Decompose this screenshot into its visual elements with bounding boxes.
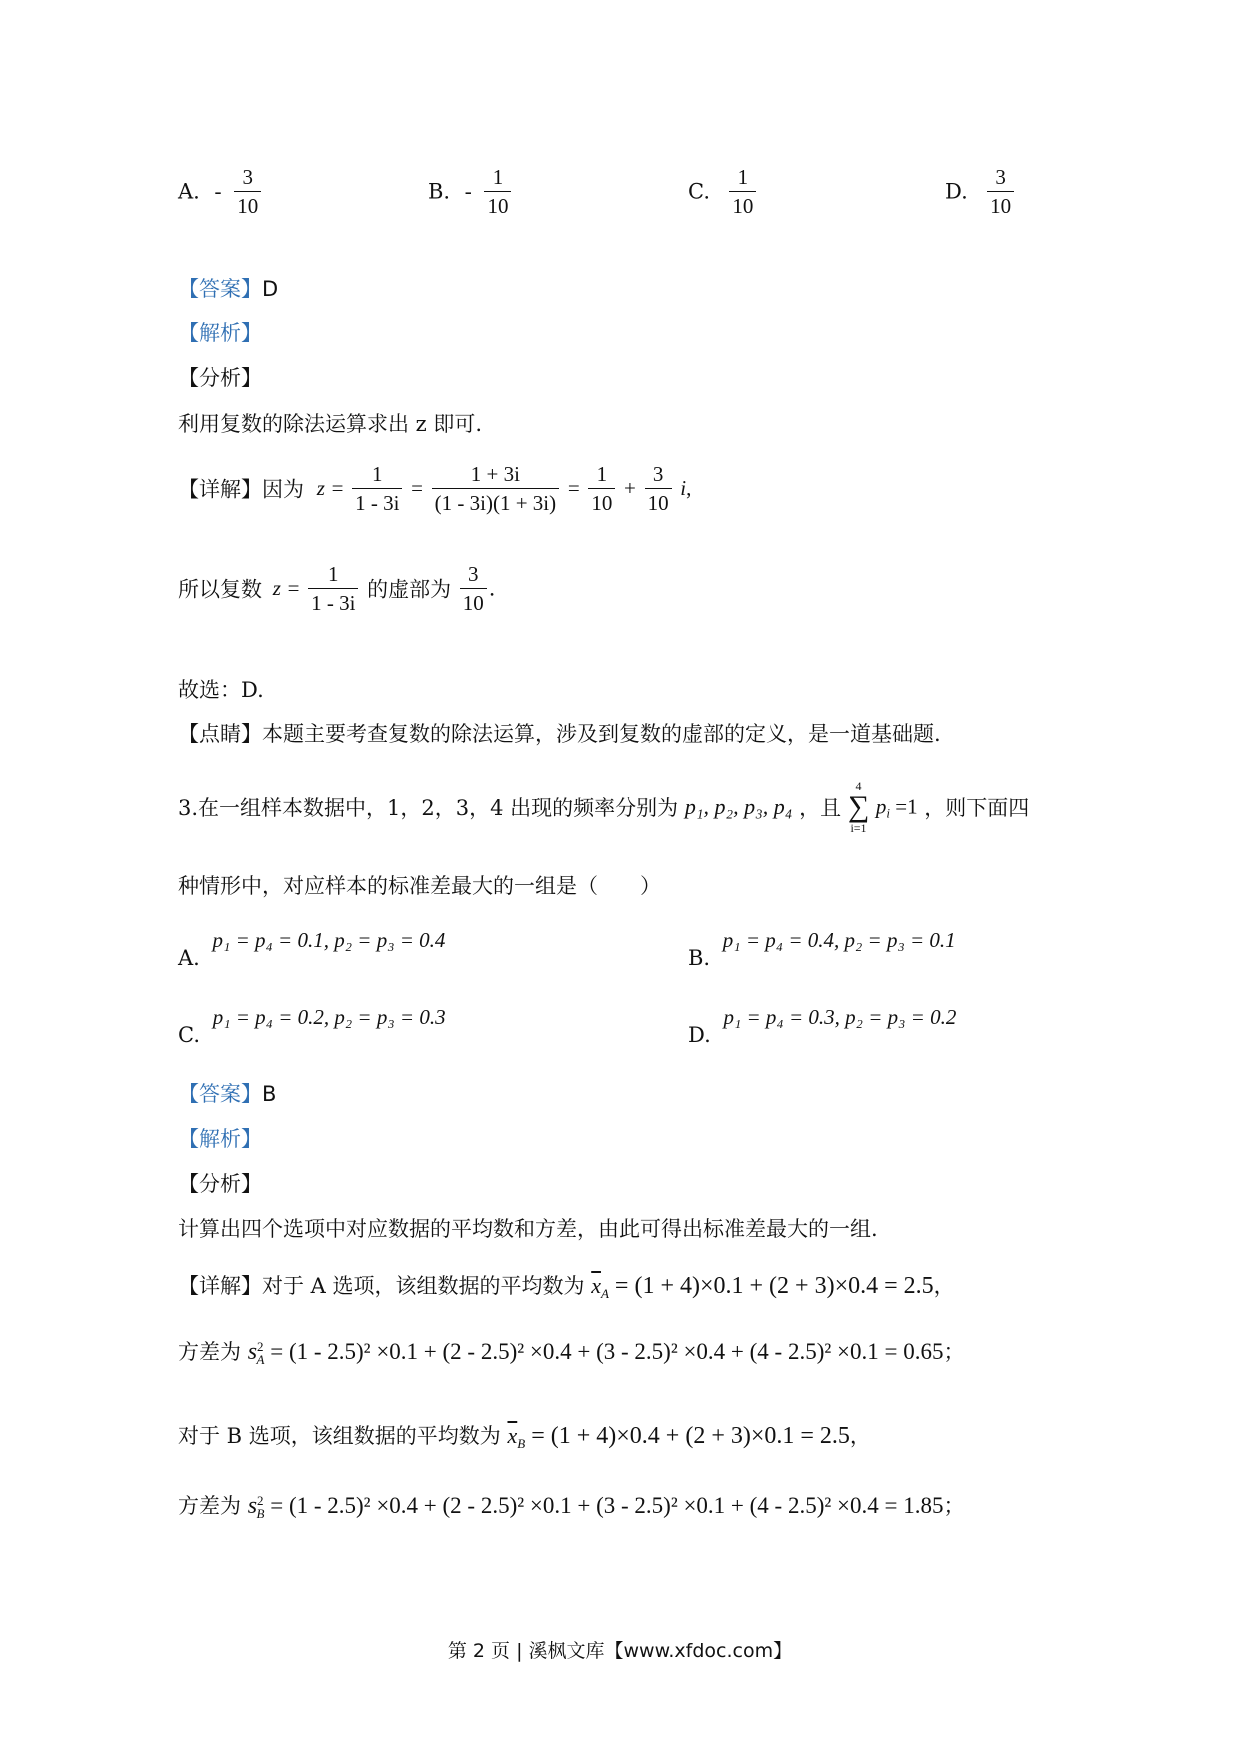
sum-body-sub: i — [886, 805, 891, 821]
var-i: i — [680, 476, 687, 501]
mean-a-var: $\overline{x}$ — [591, 1273, 601, 1298]
fraction-denominator: (1 - 3i)(1 + 3i) — [432, 488, 559, 515]
fraction-result — [460, 562, 487, 615]
q2-detail-equation — [178, 462, 691, 515]
option-neg-sign: - — [464, 179, 472, 204]
var-b-tail: ； — [943, 1494, 965, 1518]
mean-b-prefix: 对于 B 选项，该组数据的平均数为 — [178, 1424, 501, 1448]
option-label: C. — [688, 179, 710, 204]
var-a-sup: 2 — [257, 1339, 264, 1354]
sigma-symbol: ∑ — [847, 790, 870, 823]
q2-dianjing — [178, 718, 941, 748]
fraction-denominator: 10 — [234, 191, 261, 218]
stem-part-c: ，则下面四 — [924, 796, 1030, 820]
fraction-numerator: 1 — [328, 562, 339, 586]
plus-sign: + — [624, 476, 636, 501]
option-label: D. — [688, 1023, 711, 1047]
q3-fenxi-text: 计算出四个选项中对应数据的平均数和方差，由此可得出标准差最大的一组. — [178, 1217, 878, 1241]
answer-tag: 【答案】 — [178, 277, 262, 301]
option-fraction — [484, 165, 511, 218]
var-z: z — [272, 576, 281, 601]
summation — [848, 780, 869, 834]
q2-choose: 故选：D. — [178, 678, 264, 702]
stem-part-a: 3.在一组样本数据中，1，2，3，4 出现的频率分别为 — [178, 796, 679, 820]
mean-a-prefix: 对于 A 选项，该组数据的平均数为 — [262, 1274, 585, 1298]
q2-answer-line — [178, 273, 278, 303]
fraction-3 — [588, 462, 615, 515]
equals-sign: = — [331, 476, 344, 501]
stem-part-b: ，且 — [799, 796, 842, 820]
fraction-numerator: 3 — [242, 165, 253, 189]
option-fraction — [729, 165, 756, 218]
fraction-numerator: 3 — [652, 462, 664, 486]
option-expr: p₁ = p₄ = 0.1, p₂ = p₃ = 0.4 — [212, 928, 446, 952]
detail-tag: 【详解】 — [178, 1274, 262, 1298]
page-footer — [0, 1636, 1240, 1663]
sum-upper-limit: 4 — [855, 779, 862, 793]
line-prefix: 所以复数 — [178, 577, 262, 602]
dianjing-tag: 【点睛】 — [178, 722, 262, 746]
q3-jiexi-tag: 【解析】 — [178, 1127, 262, 1151]
q3-stem-line2: 种情形中，对应样本的标准差最大的一组是（ ） — [178, 874, 661, 898]
q3-mean-b-line — [178, 1420, 871, 1452]
fraction-denominator: 10 — [460, 588, 487, 615]
option-expr: p₁ = p₄ = 0.2, p₂ = p₃ = 0.3 — [212, 1005, 446, 1029]
fraction-denominator: 10 — [729, 191, 756, 218]
fraction-4 — [645, 462, 672, 515]
q3-option-a — [178, 928, 446, 970]
q2-jiexi-tag: 【解析】 — [178, 321, 262, 345]
mean-b-expr: = (1 + 4)×0.4 + (2 + 3)×0.1 = 2.5 — [525, 1423, 850, 1449]
q3-mean-a-line — [178, 1270, 955, 1302]
q3-option-c — [178, 1005, 446, 1047]
var-b-prefix: 方差为 — [178, 1494, 241, 1518]
option-fraction — [987, 165, 1014, 218]
q3-answer-line — [178, 1078, 276, 1108]
mean-a-expr: = (1 + 4)×0.1 + (2 + 3)×0.4 = 2.5 — [608, 1273, 934, 1299]
option-label: B. — [428, 179, 451, 204]
option-neg-sign: - — [214, 179, 222, 204]
q2-fenxi-tag: 【分析】 — [178, 366, 262, 390]
dianjing-text: 本题主要考查复数的除法运算，涉及到复数的虚部的定义，是一道基础题. — [262, 722, 941, 746]
var-a-tail: ； — [943, 1340, 965, 1364]
answer-value: B — [262, 1082, 277, 1106]
answer-value: D — [262, 277, 279, 301]
fraction-numerator: 3 — [468, 562, 479, 586]
var-b-sub: B — [256, 1506, 265, 1522]
fraction-1 — [352, 462, 402, 515]
var-b-sup: 2 — [257, 1493, 264, 1508]
option-expr: p₁ = p₄ = 0.3, p₂ = p₃ = 0.2 — [723, 1005, 957, 1029]
q2-imag-part-line — [178, 562, 495, 615]
mean-a-tail: ， — [933, 1274, 955, 1298]
option-fraction — [234, 165, 261, 218]
fraction-numerator: 1 — [372, 462, 383, 486]
mean-b-sub: B — [517, 1436, 526, 1452]
fraction-denominator: 10 — [645, 488, 672, 515]
mean-a-sub: A — [600, 1286, 609, 1302]
q3-option-b — [688, 928, 956, 970]
q2-option-d — [945, 165, 1016, 218]
mean-b-var: $\overline{x}$ — [507, 1423, 518, 1448]
footer-page: 第 2 页 — [447, 1640, 511, 1662]
equals-sign: = — [411, 476, 423, 501]
answer-tag: 【答案】 — [178, 1082, 262, 1106]
fraction-z — [308, 562, 358, 615]
q2-option-b — [428, 165, 513, 218]
q3-stem-line1 — [178, 780, 1029, 834]
sum-equals: =1 — [890, 794, 918, 819]
fraction-denominator: 10 — [987, 191, 1014, 218]
q2-fenxi-text: 利用复数的除法运算求出 z 即可. — [178, 412, 483, 436]
var-b-expr: = (1 - 2.5)² ×0.4 + (2 - 2.5)² ×0.1 + (3 - 2.5)² ×0.1 + (4 - 2.5)² ×0.4 = 1.85 — [264, 1493, 944, 1518]
option-label: A. — [178, 179, 200, 204]
detail-tag: 【详解】 — [178, 477, 262, 502]
var-b-s: s — [247, 1493, 258, 1519]
option-label: C. — [178, 1023, 200, 1047]
option-label: D. — [945, 179, 968, 204]
q3-fenxi-tag: 【分析】 — [178, 1172, 262, 1196]
q3-var-b-line — [178, 1490, 964, 1522]
option-label: A. — [178, 946, 200, 970]
sum-lower-limit: i=1 — [850, 821, 867, 835]
fraction-numerator: 1 — [596, 462, 608, 486]
line-tail: . — [488, 576, 496, 601]
option-label: B. — [688, 946, 711, 970]
footer-site[interactable]: 溪枫文库【www.xfdoc.com】 — [528, 1640, 793, 1662]
mean-b-tail: ， — [849, 1424, 871, 1448]
q3-option-d — [688, 1005, 957, 1047]
fraction-denominator: 10 — [484, 191, 511, 218]
trailing-comma: , — [686, 476, 692, 501]
var-a-s: s — [247, 1339, 258, 1365]
var-z: z — [316, 476, 325, 501]
var-a-sub: A — [256, 1352, 265, 1368]
fraction-2 — [432, 462, 559, 515]
equals-sign: = — [567, 476, 580, 501]
stem-probs: p₁, p₂, p₃, p₄ — [684, 794, 793, 819]
q3-var-a-line — [178, 1336, 964, 1368]
option-expr: p₁ = p₄ = 0.4, p₂ = p₃ = 0.1 — [722, 928, 956, 952]
footer-sep: | — [510, 1640, 529, 1662]
equals-sign: = — [287, 576, 300, 601]
var-a-expr: = (1 - 2.5)² ×0.1 + (2 - 2.5)² ×0.4 + (3 - 2.5)² ×0.4 + (4 - 2.5)² ×0.1 = 0.65 — [264, 1339, 944, 1364]
fraction-numerator: 1 — [737, 165, 749, 189]
fraction-denominator: 1 - 3i — [308, 588, 358, 615]
sum-body: p — [875, 794, 887, 819]
q2-option-c — [688, 165, 758, 218]
detail-prefix: 因为 — [262, 477, 304, 502]
fraction-numerator: 1 + 3i — [470, 462, 520, 486]
line-mid: 的虚部为 — [367, 577, 452, 602]
fraction-denominator: 10 — [588, 488, 615, 515]
fraction-numerator: 3 — [995, 165, 1006, 189]
var-a-prefix: 方差为 — [178, 1340, 241, 1364]
fraction-numerator: 1 — [492, 165, 504, 189]
q2-option-a — [178, 165, 263, 218]
fraction-denominator: 1 - 3i — [352, 488, 402, 515]
